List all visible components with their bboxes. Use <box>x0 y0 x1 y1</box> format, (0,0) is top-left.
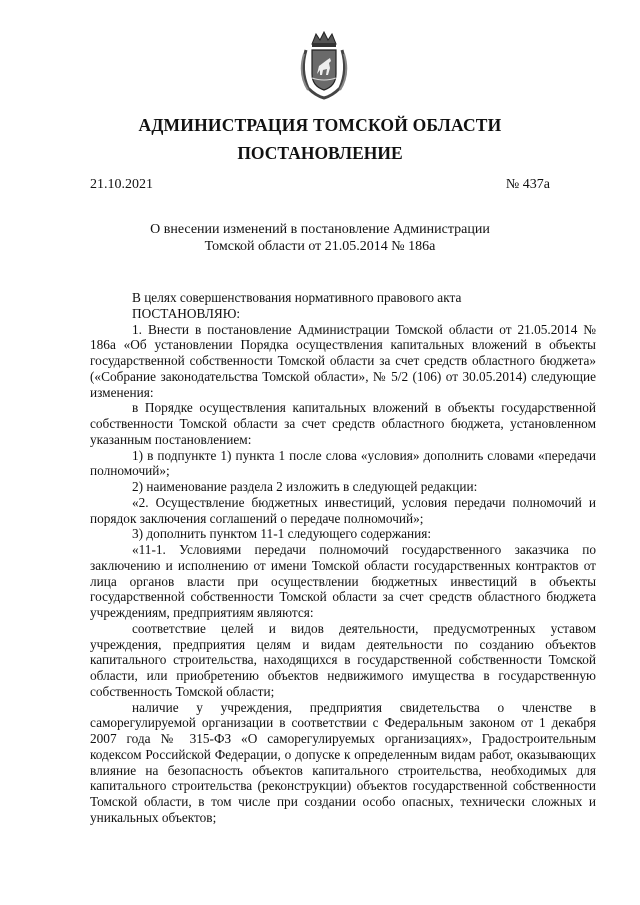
body-paragraph: 1. Внести в постановление Администрации Томской области от 21.05.2014 № 186а «Об установлении Порядка осуществления капитальных вложений в объекты государственной собственности Томской области за счет средств областного бюджета» («Собрание законодательства Томской области», № 5/2 (106) от 30.05.2014) следующие изменения: <box>90 321 596 400</box>
body-paragraph: соответствие целей и видов деятельности, предусмотренных уставом учреждения, предприятия целям и видам деятельности по созданию объектов капитального строительства, находящихся в государственной собственности Томской области, или приобретению объектов недвижимого имущества в государственную собственность Томской области; <box>90 620 596 699</box>
subject-line-1: О внесении изменений в постановление Администрации <box>150 222 490 237</box>
body-paragraph: 3) дополнить пунктом 11-1 следующего содержания: <box>132 526 432 542</box>
subject-line-2: Томской области от 21.05.2014 № 186а <box>204 239 436 254</box>
body-paragraph: «11-1. Условиями передачи полномочий государственного заказчика по заключению и исполнению от имени Томской области государственных контрактов от лица органов власти при осуществлении бюджетных инвестиций в объекты государственной собственности Томской области за счет средств областного бюджета учреждениям, предприятиям являются: <box>90 542 596 620</box>
document-date: 21.10.2021 <box>90 177 153 192</box>
organization-title: АДМИНИСТРАЦИЯ ТОМСКОЙ ОБЛАСТИ <box>138 115 502 135</box>
body-paragraph: «2. Осуществление бюджетных инвестиций, условия передачи полномочий и порядок заключения соглашений о передаче полномочий»; <box>90 494 596 526</box>
body-paragraph: 1) в подпункте 1) пункта 1 после слова «условия» дополнить словами «передачи полномочий»; <box>90 447 596 479</box>
coat-of-arms-icon <box>298 30 350 100</box>
body-paragraph: в Порядке осуществления капитальных вложений в объекты государственной собственности Томской области за счет средств областного бюджета, установленном указанным постановлением: <box>90 400 596 447</box>
body-paragraph: В целях совершенствования нормативного правового акта <box>132 290 462 305</box>
document-type: ПОСТАНОВЛЕНИЕ <box>237 143 403 163</box>
body-paragraph: ПОСТАНОВЛЯЮ: <box>132 305 241 321</box>
document-body <box>90 290 596 826</box>
body-paragraph: 2) наименование раздела 2 изложить в следующей редакции: <box>132 479 478 494</box>
body-paragraph: наличие у учреждения, предприятия свидетельства о членстве в саморегулируемой организации в соответствии с Федеральным законом от 1 декабря 2007 года № 315-ФЗ «О саморегулируемых организациях», Градостроительным кодексом Российской Федерации, о допуске к определенным видам работ, оказывающих влияние на безопасность объектов капитального строительства, необходимых для капитального строительства (реконструкции) объектов государственной собственности Томской области, в том числе при создании особо опасных, технически сложных и уникальных объектов; <box>90 699 596 825</box>
document-number: № 437а <box>505 177 550 192</box>
document-subject <box>130 221 510 255</box>
